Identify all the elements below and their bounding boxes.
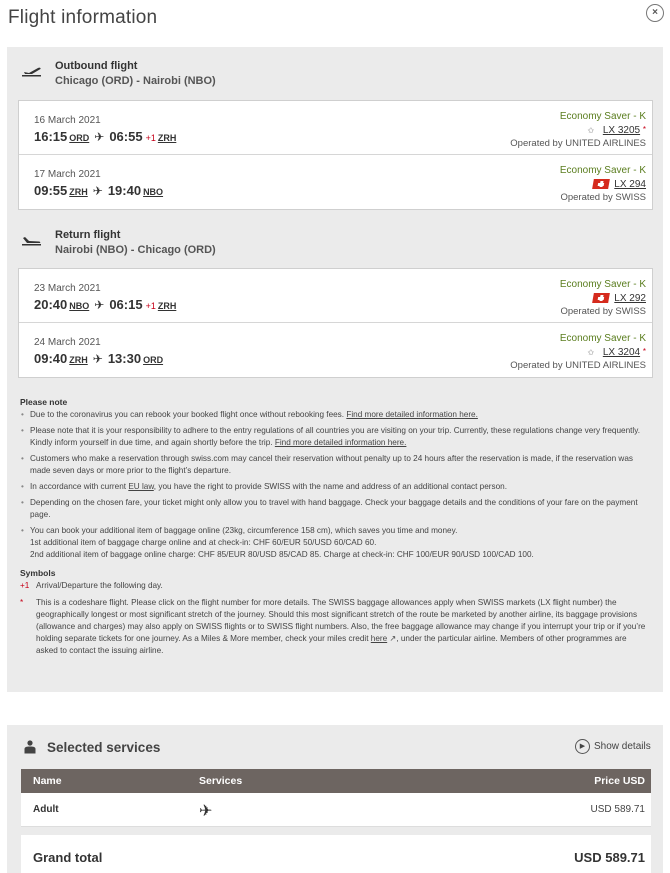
- arr-time: 19:40: [107, 183, 142, 198]
- flight-number-link[interactable]: [585, 125, 646, 136]
- return-title: Return flight: [55, 229, 121, 241]
- grand-total-label: Grand total: [33, 850, 103, 865]
- note-item: [20, 525, 650, 561]
- services-table-header: [21, 769, 651, 793]
- codeshare-mark: *: [642, 125, 646, 134]
- dep-time: 09:55: [34, 183, 68, 198]
- flight-number-link[interactable]: [593, 179, 646, 190]
- symbol-text: , under the particular airline. Members of other programmes are asked to contact the issuing airline.: [36, 634, 627, 655]
- plane-icon: ✈: [94, 298, 105, 312]
- eu-law-link[interactable]: EU law: [128, 482, 154, 491]
- symbol-item: [20, 597, 650, 657]
- flight-info-panel: [7, 47, 663, 692]
- flight-leg: [19, 323, 652, 377]
- operator: Operated by SWISS: [560, 306, 646, 317]
- note-item: [20, 425, 650, 449]
- symbol-text: This is a codeshare flight. Please click on the flight number for more details. The SWISS baggage allowances apply when SWISS markets (LX flight number) the geographically longest or most significant stretch of the journey. Should this most significant stretch of the route be marketed by another airline, its baggage provisions (allowance and charges) may also apply on SWISS flights or to SWISS flight numbers. Also, the free baggage allowance may change if you interrupt your trip or if you’re holding separate tickets for one journey. As a Miles & More member, check your miles credit: [36, 598, 646, 643]
- note-text: Please note that it is your responsibility to adhere to the entry regulations of all countries you are visiting on your trip. Currently, these regulations change very frequently. Kindly inform yourself in due time, and again shortly before the trip.: [30, 426, 640, 447]
- note-text: You can book your additional item of baggage online (23kg, circumference 158 cm), which saves you time and money.: [30, 526, 458, 535]
- dep-airport: ZRH: [69, 187, 88, 197]
- arr-airport: ORD: [143, 355, 164, 365]
- leg-date: 16 March 2021: [34, 115, 101, 126]
- codeshare-mark: *: [642, 347, 646, 356]
- note-item: [20, 481, 650, 493]
- note-text: Customers who make a reservation through swiss.com may cancel their reservation without penalty up to 24 hours after the reservation is made, if the reservation was made seven days or more prior to the flight’s departure.: [30, 454, 633, 475]
- flight-number-link[interactable]: [593, 293, 646, 304]
- external-link-icon: ↗: [389, 634, 397, 643]
- leg-date: 23 March 2021: [34, 283, 101, 294]
- operator: Operated by SWISS: [560, 192, 646, 203]
- symbol-item: [20, 580, 650, 592]
- arr-airport: NBO: [143, 187, 164, 197]
- col-price: Price USD: [594, 775, 645, 787]
- flight-service-icon: ✈: [199, 803, 213, 820]
- next-day-badge: +1: [145, 301, 156, 311]
- note-item: [20, 453, 650, 477]
- fare-class: Economy Saver - K: [559, 165, 646, 176]
- plane-icon: ✈: [92, 184, 103, 198]
- note-text: Due to the coronavirus you can rebook your booked flight once without rebooking fees.: [30, 410, 345, 419]
- arr-airport: ZRH: [157, 133, 177, 143]
- show-details-label: Show details: [594, 741, 651, 753]
- arr-time: 13:30: [107, 351, 142, 366]
- swiss-logo-icon: [592, 179, 610, 189]
- services-title: Selected services: [47, 740, 161, 755]
- grand-total-value: USD 589.71: [574, 850, 645, 865]
- leg-date: 17 March 2021: [34, 169, 101, 180]
- arr-time: 06:55: [109, 129, 143, 144]
- flight-leg: [19, 269, 652, 323]
- selected-services-panel: [7, 725, 663, 873]
- operator: Operated by UNITED AIRLINES: [510, 138, 646, 149]
- close-icon: ×: [652, 7, 658, 18]
- row-price: USD 589.71: [590, 804, 645, 815]
- dep-time: 16:15: [34, 129, 68, 144]
- leg-times: [34, 129, 176, 144]
- fare-class: Economy Saver - K: [559, 279, 646, 290]
- outbound-flights: [18, 100, 653, 210]
- notes-heading: Please note: [20, 397, 68, 407]
- codeshare-mark: *: [20, 598, 24, 607]
- miles-credit-link[interactable]: here: [370, 634, 388, 643]
- plane-landing-icon: [21, 233, 43, 247]
- arr-airport: ZRH: [157, 301, 177, 311]
- page-title: Flight information: [8, 7, 158, 28]
- notes-section: [20, 396, 650, 662]
- flight-leg: [19, 155, 652, 209]
- play-circle-icon: ▶: [575, 739, 590, 754]
- note-text: Depending on the chosen fare, your ticket might only allow you to travel with hand baggage. Check your baggage details and the conditions of your fare on the payment page.: [30, 498, 638, 519]
- col-services: Services: [199, 775, 243, 787]
- outbound-title: Outbound flight: [55, 60, 138, 72]
- note-item: [20, 497, 650, 521]
- flight-number-link[interactable]: [585, 347, 646, 358]
- flight-leg: [19, 101, 652, 155]
- close-button[interactable]: [646, 4, 664, 22]
- return-route: Nairobi (NBO) - Chicago (ORD): [55, 244, 216, 256]
- table-row: [21, 793, 651, 827]
- col-name: Name: [33, 775, 62, 787]
- operator: Operated by UNITED AIRLINES: [510, 360, 646, 371]
- return-flights: [18, 268, 653, 378]
- note-text: 1st additional item of baggage charge online and at check-in: CHF 60/EUR 50/USD 60/CAD 60.: [30, 538, 377, 547]
- dep-airport: ORD: [69, 133, 90, 143]
- fare-class: Economy Saver - K: [559, 111, 646, 122]
- united-logo-icon: ✩: [587, 125, 595, 135]
- person-icon: [24, 740, 36, 754]
- show-details-button[interactable]: [575, 739, 651, 754]
- next-day-badge: +1: [145, 133, 156, 143]
- dep-time: 20:40: [34, 297, 68, 312]
- note-item: [20, 409, 650, 421]
- dep-airport: NBO: [69, 301, 90, 311]
- swiss-logo-icon: [592, 293, 610, 303]
- leg-date: 24 March 2021: [34, 337, 101, 348]
- flight-number[interactable]: LX 294: [614, 179, 646, 190]
- flight-number[interactable]: LX 3204: [602, 347, 641, 358]
- arr-time: 06:15: [109, 297, 143, 312]
- grand-total-row: [21, 835, 651, 873]
- plane-icon: ✈: [94, 130, 105, 144]
- fare-class: Economy Saver - K: [559, 333, 646, 344]
- note-text: In accordance with current: [30, 482, 127, 491]
- symbol-text: Arrival/Departure the following day.: [36, 581, 163, 590]
- outbound-route: Chicago (ORD) - Nairobi (NBO): [55, 75, 216, 87]
- plane-takeoff-icon: [21, 64, 43, 78]
- passenger-name: Adult: [33, 804, 59, 815]
- leg-times: [34, 297, 176, 312]
- united-logo-icon: ✩: [587, 347, 595, 357]
- note-text: , you have the right to provide SWISS with the name and address of an additional contact person.: [153, 482, 507, 491]
- symbols-heading: Symbols: [20, 568, 56, 578]
- more-info-link[interactable]: Find more detailed information here.: [274, 438, 407, 447]
- plus-one-mark: +1: [20, 581, 30, 590]
- plane-icon: ✈: [92, 352, 103, 366]
- flight-number[interactable]: LX 292: [614, 293, 646, 304]
- leg-times: [34, 351, 163, 366]
- more-info-link[interactable]: Find more detailed information here.: [346, 410, 478, 419]
- note-text: 2nd additional item of baggage online charge: CHF 85/EUR 80/USD 85/CAD 85. Charge at check-in: CHF 100/EUR 90/USD 100/CAD 100.: [30, 550, 534, 559]
- flight-number[interactable]: LX 3205: [602, 125, 641, 136]
- leg-times: [34, 183, 163, 198]
- dep-time: 09:40: [34, 351, 68, 366]
- dep-airport: ZRH: [69, 355, 88, 365]
